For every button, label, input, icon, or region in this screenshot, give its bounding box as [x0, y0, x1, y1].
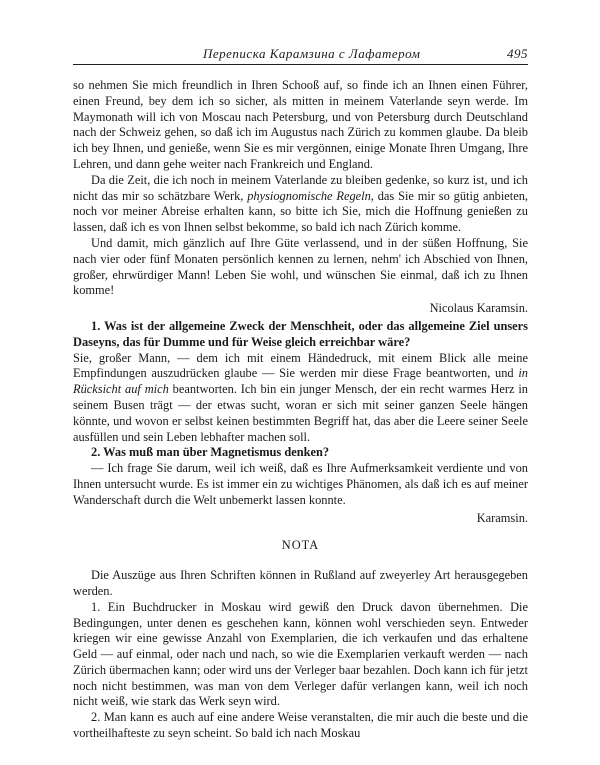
nota-paragraph-3: 2. Man kann es auch auf eine andere Weise veranstalten, die mir auch die beste und die vortheilhafteste zu seyn scheint. So bald ich nach Moskau: [73, 710, 528, 741]
answer-2: — Ich frage Sie darum, weil ich weiß, daß es Ihre Aufmerksamkeit verdiente und von Ihnen untersucht wurde. Es ist immer ein zu wichtiges Phänomen, als daß ich es auf meiner Wanderschaft durch die Welt unbemerkt lassen konnte.: [73, 461, 528, 507]
letter-signature: Nicolaus Karamsin.: [429, 301, 528, 316]
questions-signature: Karamsin.: [476, 510, 528, 525]
letter-paragraph-2: [73, 173, 528, 236]
nota-heading: NOTA: [281, 538, 320, 553]
letter-paragraph-2-emphasis: physiognomische Regeln: [247, 188, 371, 203]
answer-1: [73, 351, 528, 446]
page-body: [73, 78, 528, 742]
letter-paragraph-3: Und damit, mich gänzlich auf Ihre Güte verlassend, und in der süßen Hoffnung, Sie nach vier oder fünf Monaten persönlich kennen zu lernen, nehm' ich Abschied von Ihnen, großer, ehrwürdiger Mann! Leben Sie wohl, und wünschen Sie einmal, daß ich zu Ihnen komme!: [73, 235, 528, 298]
letter-paragraph-2-text-a: Da die Zeit, die ich noch in meinem Vaterlande zu bleiben gedenke, so kurz ist, und ich nicht das mir so schätzbare Werk,: [73, 172, 528, 203]
nota-paragraph-1: Die Auszüge aus Ihren Schriften können in Rußland auf zweyerley Art herausgegeben werden.: [73, 568, 528, 598]
answer-1-text-b: beantworten. Ich bin ein junger Mensch, der ein recht warmes Herz in seinem Busen trägt — der etwas sucht, woran er sich mit seiner ganzen Seele hängen könnte, und wovon er selbst keinen bestimmten Begriff hat, das aber die Leere seiner Seele ausfüllen und sein Leben lebhafter machen soll.: [73, 382, 529, 444]
question-2: 2. Was muß man über Magnetismus denken?: [91, 445, 330, 460]
letter-paragraph-2-text-b: , das Sie mir so gütig anbieten, noch vor meiner Abreise erhalten kann, so bitte ich Sie, mich die Hoffnung genießen zu lassen, daß ich es von Ihnen selbst bekomme, so bald ich nach Zürich komme.: [73, 188, 529, 235]
header-rule: [73, 64, 528, 65]
page-number: 495: [507, 46, 528, 61]
nota-paragraph-2: 1. Ein Buchdrucker in Moskau wird gewiß den Druck davon übernehmen. Die Bedingungen, unter denen es geschehen kann, können wohl verschieden seyn. Entweder kriegen wir eine gewisse Anzahl von Exemplarien, die ich verkaufen und das erhaltene Geld — auf einmal, oder nach und nach, so wie die Exemplarien verkauft werden — nach Zürich übermachen kann; oder wird uns der Verleger baar bezahlen. Doch kann ich für jetzt noch nicht bestimmen, was man von dem Verleger dafür verlangen kann, weil ich noch nicht weiß, wie stark das Werk seyn wird.: [73, 599, 528, 709]
running-title: Переписка Карамзина с Лафатером: [203, 46, 421, 61]
question-1: 1. Was ist der allgemeine Zweck der Menschheit, oder das allgemeine Ziel unsers Daseyns, das für Dumme und für Weise gleich erreichbar wäre?: [73, 318, 528, 349]
answer-1-text-a: Sie, großer Mann, — dem ich mit einem Händedruck, mit einem Blick alle meine Empfindungen auszudrücken glaube — Sie werden mir diese Frage beantworten, und: [73, 350, 528, 381]
answer-1-emphasis: in Rücksicht auf mich: [73, 366, 528, 397]
letter-paragraph-1: so nehmen Sie mich freundlich in Ihren Schooß auf, so finde ich an Ihnen einen Führer, einen Freund, bey dem ich so sicher, als mitten in meinem Vaterlande seyn werde. Im Maymonath will ich von Moscau nach Petersburg, und von Petersburg durch Deutschland nach der Schweiz gehen, so daß ich im Augustus nach Zürich zu kommen glaube. Da bleib ich bey Ihnen, und genieße, wenn Sie es mir vergönnen, einige Monate Ihren Umgang, Ihre Lehren, und dann gehe weiter nach Frankreich und England.: [73, 78, 528, 171]
